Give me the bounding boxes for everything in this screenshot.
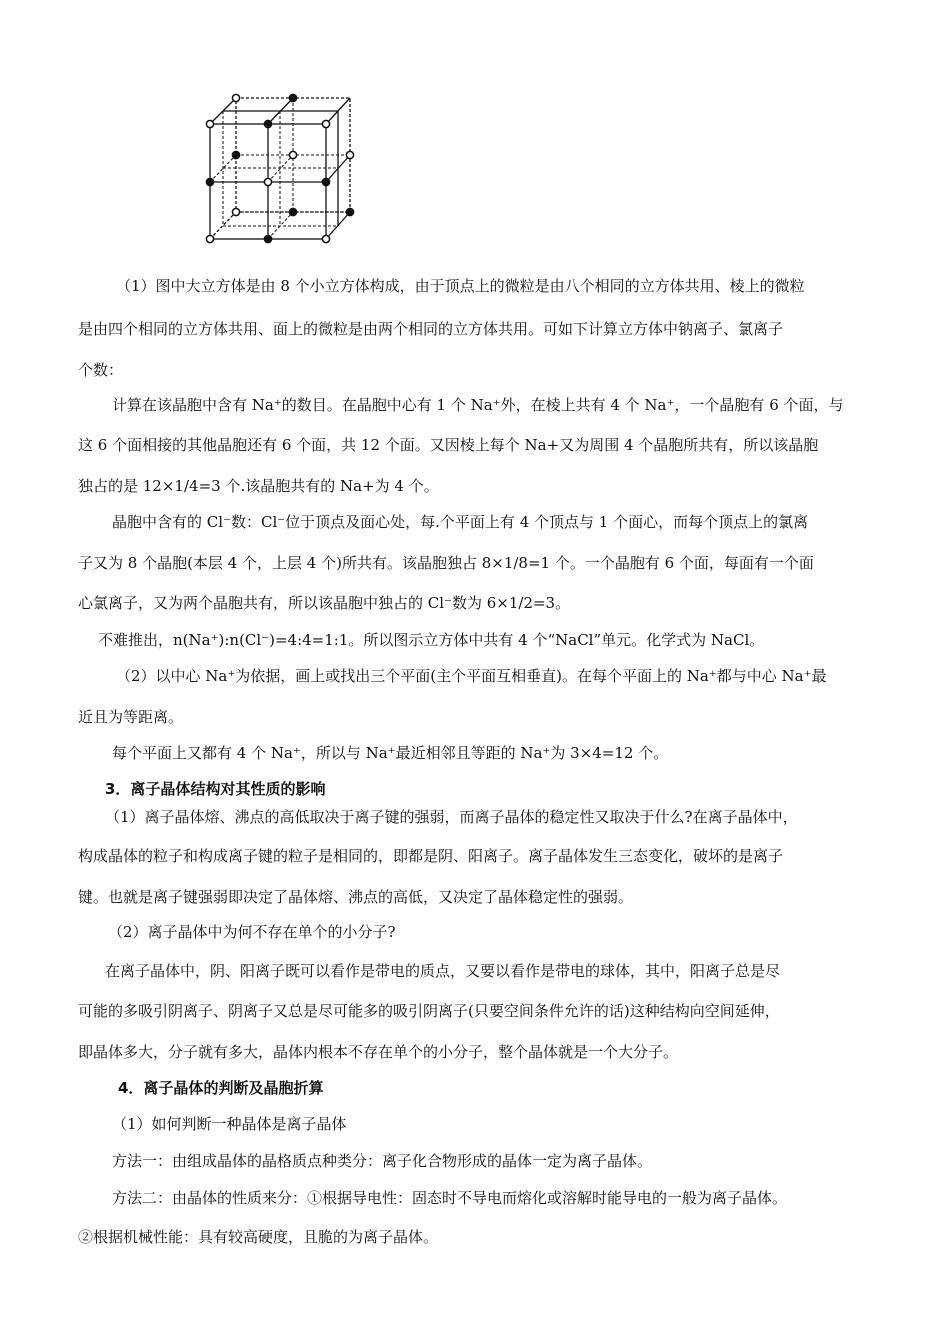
- section-heading: 3．离子晶体结构对其性质的影响: [105, 780, 326, 798]
- nacl-crystal-lattice-icon: [196, 86, 366, 248]
- text-line: 在离子晶体中，阴、阳离子既可以看作是带电的质点，又要以看作是带电的球体，其中，阳离子总是尽: [105, 962, 781, 980]
- section-heading: 4．离子晶体的判断及晶胞折算: [118, 1079, 324, 1097]
- text-line: 方法二：由晶体的性质来分：①根据导电性：固态时不导电而熔化或溶解时能导电的一般为离子晶体。: [112, 1189, 788, 1207]
- text-line: 构成晶体的粒子和构成离子键的粒子是相同的，即都是阴、阳离子。离子晶体发生三态变化，破坏的是离子: [78, 847, 784, 865]
- text-line: 心氯离子，又为两个晶胞共有，所以该晶胞中独占的 Cl⁻数为 6×1/2=3。: [78, 594, 571, 612]
- text-line: 计算在该晶胞中含有 Na⁺的数目。在晶胞中心有 1 个 Na⁺外，在棱上共有 4 个 Na⁺，一个晶胞有 6 个面，与: [112, 396, 844, 414]
- text-line: （2）以中心 Na⁺为依据，画上或找出三个平面(主个平面互相垂直)。在每个平面上的 Na⁺都与中心 Na⁺最: [116, 667, 827, 685]
- text-line: （1）离子晶体熔、沸点的高低取决于离子键的强弱，而离子晶体的稳定性又取决于什么?在离子晶体中，: [105, 808, 798, 826]
- text-line: 子又为 8 个晶胞(本层 4 个，上层 4 个)所共有。该晶胞独占 8×1/8=1 个。一个晶胞有 6 个面，每面有一个面: [78, 554, 814, 572]
- text-line: （2）离子晶体中为何不存在单个的小分子?: [108, 923, 396, 941]
- text-line: 可能的多吸引阴离子、阴离子又总是尽可能多的吸引阴离子(只要空间条件允许的话)这种结构向空间延伸，: [78, 1002, 780, 1020]
- text-line: 方法一：由组成晶体的晶格质点种类分：离子化合物形成的晶体一定为离子晶体。: [112, 1152, 653, 1170]
- text-line: 每个平面上又都有 4 个 Na⁺，所以与 Na⁺最近相邻且等距的 Na⁺为 3×4=12 个。: [112, 744, 669, 762]
- text-line: 近且为等距离。: [78, 708, 184, 726]
- text-line: ②根据机械性能：具有较高硬度，且脆的为离子晶体。: [78, 1228, 439, 1246]
- text-line: 晶胞中含有的 Cl⁻数：Cl⁻位于顶点及面心处，每.个平面上有 4 个顶点与 1 个面心，而每个顶点上的氯离: [112, 513, 809, 531]
- text-line: 个数：: [78, 361, 124, 379]
- text-line: （1）图中大立方体是由 8 个小立方体构成，由于顶点上的微粒是由八个相同的立方体共用、棱上的微粒: [116, 277, 805, 295]
- text-line: 键。也就是离子键强弱即决定了晶体熔、沸点的高低，又决定了晶体稳定性的强弱。: [78, 888, 634, 906]
- text-line: 不难推出，n(Na⁺):n(Cl⁻)=4:4=1:1。所以图示立方体中共有 4 个“NaCl”单元。化学式为 NaCl。: [98, 631, 765, 649]
- text-line: 独占的是 12×1/4=3 个.该晶胞共有的 Na+为 4 个。: [78, 477, 439, 495]
- text-line: 这 6 个面相接的其他晶胞还有 6 个面，共 12 个面。又因棱上每个 Na+又为周围 4 个晶胞所共有，所以该晶胞: [78, 436, 819, 454]
- text-line: 是由四个相同的立方体共用、面上的微粒是由两个相同的立方体共用。可如下计算立方体中钠离子、氯离子: [78, 320, 784, 338]
- text-line: （1）如何判断一种晶体是离子晶体: [112, 1115, 347, 1133]
- text-line: 即晶体多大，分子就有多大，晶体内根本不存在单个的小分子，整个晶体就是一个大分子。: [78, 1043, 679, 1061]
